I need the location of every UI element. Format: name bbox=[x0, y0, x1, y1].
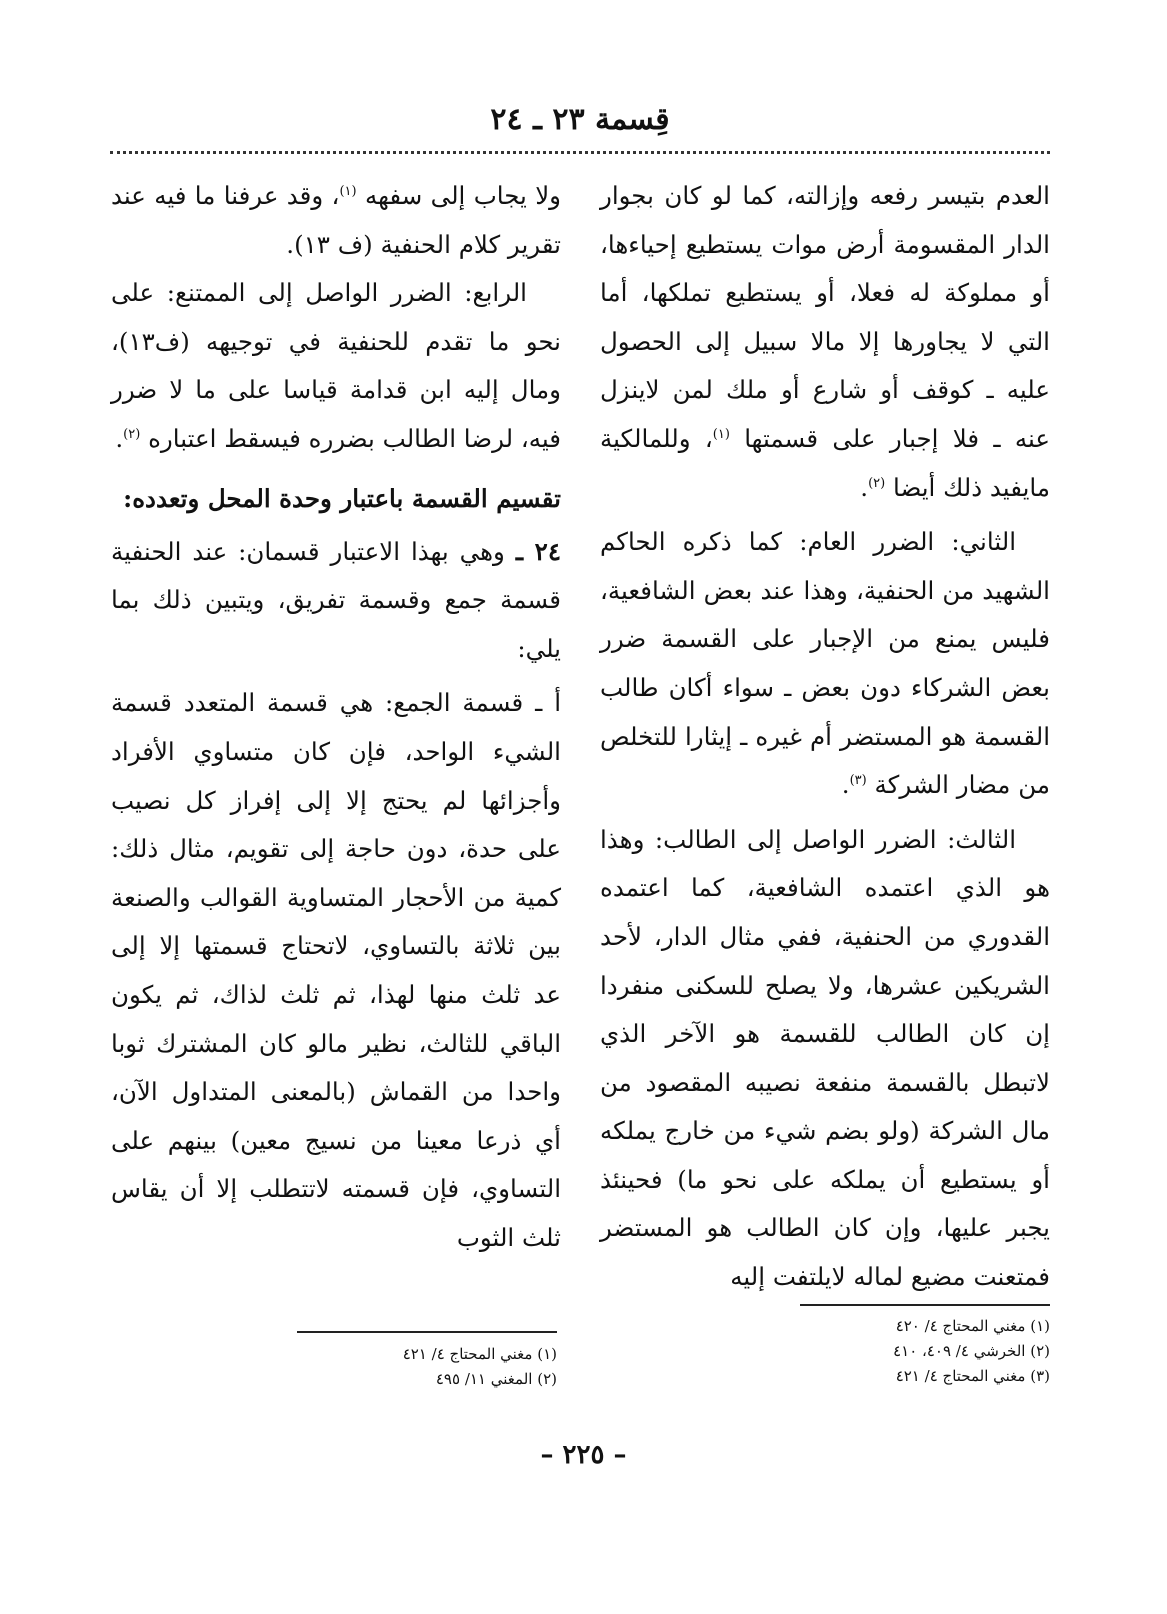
paragraph bbox=[600, 816, 1050, 1302]
paragraph-text: وهي بهذا الاعتبار قسمان: عند الحنفية قسمة جمع وقسمة تفريق، ويتبين ذلك بما يلي: bbox=[111, 536, 561, 663]
section-heading: تقسيم القسمة باعتبار وحدة المحل وتعدده: bbox=[123, 483, 561, 513]
footnote-rule bbox=[800, 1304, 1050, 1306]
footnotes-right bbox=[800, 1314, 1050, 1389]
paragraph-text: الثالث: الضرر الواصل إلى الطالب: وهذا هو الذي اعتمده الشافعية، كما اعتمده القدوري من الحنفية، ففي مثال الدار، لأحد الشريكين عشرها، ولا يصلح للسكنى منفردا إن كان الطالب للقسمة هو الآخر الذي لاتبطل بالقسمة منفعة نصيبه المقصود من مال الشركة (ولو بضم شيء من خارج يملكه أو يستطيع أن يملكه على نحو ما) فحينئذ يجبر عليها، وإن كان الطالب هو المستضر فمتعنت مضيع لماله لايلتفت إليه bbox=[600, 824, 1050, 1292]
section-number: ٢٤ ـ bbox=[515, 536, 561, 566]
paragraph-text: . bbox=[841, 770, 850, 800]
footnote-ref: (١) bbox=[339, 183, 357, 199]
paragraph-text: . bbox=[115, 423, 124, 453]
running-title: قِسمة ٢٣ ـ ٢٤ bbox=[490, 102, 670, 137]
footnote: (٣) مغني المحتاج ٤/ ٤٢١ bbox=[895, 1367, 1050, 1385]
paragraph-text: . bbox=[860, 472, 869, 502]
footnote-ref: (١) bbox=[712, 426, 730, 442]
paragraph-text: الثاني: الضرر العام: كما ذكره الحاكم الشهيد من الحنفية، وهذا عند بعض الشافعية، فليس يمنع من الإجبار على القسمة ضرر بعض الشركاء دون بعض ـ سواء أكان طالب القسمة هو المستضر أم غيره ـ إيثارا للتخلص من مضار الشركة bbox=[600, 527, 1050, 800]
footnote: (١) مغني المحتاج ٤/ ٤٢٠ bbox=[895, 1317, 1050, 1335]
footnote-ref: (٢) bbox=[123, 426, 141, 442]
page-number: – ٢٢٥ – bbox=[540, 1440, 627, 1470]
paragraph bbox=[111, 679, 561, 1262]
footnote: (٢) المغني ١١/ ٤٩٥ bbox=[435, 1370, 557, 1388]
left-column bbox=[111, 172, 561, 1262]
paragraph-text: ولا يجاب إلى سفهه bbox=[364, 181, 562, 210]
footnotes-left bbox=[297, 1342, 557, 1392]
header-dotted-rule bbox=[110, 151, 1050, 154]
paragraph bbox=[111, 172, 561, 269]
paragraph-text: ، وللمالكية مايفيد ذلك أيضا bbox=[600, 423, 1050, 502]
paragraph-text: ، وقد عرفنا ما فيه عند تقرير كلام الحنفية (ف ١٣). bbox=[111, 181, 561, 259]
paragraph bbox=[111, 528, 561, 674]
footnote-ref: (٢) bbox=[868, 475, 886, 491]
footnote-rule bbox=[297, 1331, 557, 1333]
footnote-ref: (٣) bbox=[849, 772, 867, 788]
footnote: (٢) الخرشي ٤/ ٤٠٩، ٤١٠ bbox=[893, 1342, 1050, 1360]
paragraph bbox=[600, 518, 1050, 810]
paragraph-text: أ ـ قسمة الجمع: هي قسمة المتعدد قسمة الشيء الواحد، فإن كان متساوي الأفراد وأجزائها لم يحتج إلا إلى إفراز كل نصيب على حدة، دون حاجة إلى تقويم، مثال ذلك: كمية من الأحجار المتساوية القوالب والصنعة بين ثلاثة بالتساوي، لاتحتاج قسمتها إلا إلى عد ثلث منها لهذا، ثم ثلث لذاك، ثم يكون الباقي للثالث، نظير مالو كان المشترك ثوبا واحدا من القماش (بالمعنى المتداول الآن، أي ذرعا معينا من نسيج معين) بينهم على التساوي، فإن قسمته لاتتطلب إلا أن يقاس ثلث الثوب bbox=[111, 688, 561, 1252]
paragraph-text: الرابع: الضرر الواصل إلى الممتنع: على نحو ما تقدم للحنفية في توجيهه (ف١٣)، ومال إليه ابن قدامة قياسا على ما لا ضرر فيه، لرضا الطالب بضرره فيسقط اعتباره bbox=[111, 278, 561, 453]
right-column bbox=[600, 172, 1050, 1302]
paragraph bbox=[600, 172, 1050, 512]
paragraph bbox=[111, 269, 561, 463]
footnote: (١) مغني المحتاج ٤/ ٤٢١ bbox=[402, 1345, 557, 1363]
paragraph-text: العدم بتيسر رفعه وإزالته، كما لو كان بجوار الدار المقسومة أرض موات يستطيع إحياءها، أو مملوكة له فعلا، أو يستطيع تملكها، أما التي لا يجاورها إلا مالا سبيل إلى الحصول عليه ـ كوقف أو شارع أو ملك لمن لاينزل عنه ـ فلا إجبار على قسمتها bbox=[600, 181, 1050, 453]
